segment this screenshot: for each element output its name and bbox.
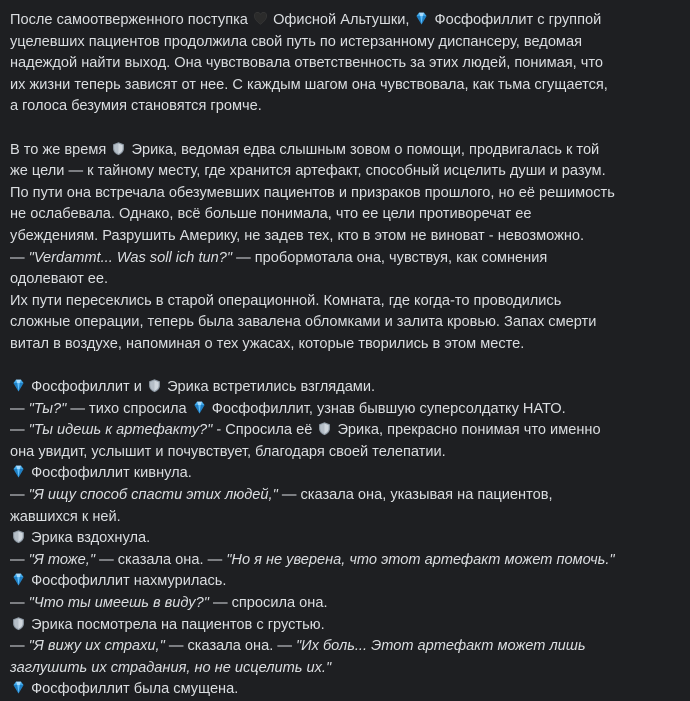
quote-text: "Я тоже," (28, 551, 96, 568)
message-text: — (10, 551, 29, 568)
message-text: - Спросила её (212, 422, 313, 439)
message-text: — (10, 487, 29, 504)
shield-icon (147, 378, 162, 393)
message-text: Эрика встретились взглядами. (167, 379, 376, 396)
paragraph-1 (10, 10, 615, 118)
message-text: Их пути пересеклись в старой операционной. Комната, где когда-то проводились сложные операции, теперь была завалена обломками и залита кровью. Запах смерти витал в воздухе, напоминая о тех ужасах, которые творились в этом месте. (10, 292, 597, 352)
paragraph-spacer (10, 118, 615, 140)
paragraph-spacer (10, 356, 615, 378)
paragraph-2 (10, 140, 615, 356)
message-text: Эрика, ведомая едва слышным зовом о помощи, продвигалась к той же цели — к тайному месту, где хранится артефакт, способный исцелить души и разум. По пути она встречала обезумевших пациентов и призраков прошлого, но её решимость не ослабевала. Однако, всё больше понимала, что ее цели противоречат ее убеждениям. Разрушить Америку, не задев тех, кто в этом не виноват - невозможно. (10, 141, 615, 244)
message-text: Фосфофиллит с группой уцелевших пациентов продолжила свой путь по истерзанному диспансеру, ведомая надеждой найти выход. Она чувствовала ответственность за этих людей, понимая, что их жизни теперь зависят от нее. С каждым шагом она чувствовала, как тьма сгущается, а голоса безумия становятся громче. (10, 12, 608, 115)
message-text: Офисной Альтушки, (273, 12, 410, 28)
shield-icon (111, 141, 126, 156)
message-text: Фосфофиллит была смущена. (31, 681, 239, 698)
quote-text: "Ты идешь к артефакту?" (28, 422, 213, 439)
message-text: После самоотверженного поступка (10, 12, 248, 28)
shield-icon (11, 616, 26, 631)
message-text: — сказала она. — (164, 638, 296, 655)
gem-icon (11, 680, 26, 695)
gem-icon (11, 572, 26, 587)
quote-text: "Я вижу их страхи," (28, 638, 165, 655)
quote-text: "Ты?" (28, 400, 67, 417)
message-text: — сказала она, указывая на пациентов, жавшихся к ней. (10, 487, 553, 525)
chat-message (10, 10, 615, 701)
message-text: Фосфофиллит нахмурилась. (31, 573, 227, 590)
message-text: Фосфофиллит и (31, 379, 142, 396)
message-text: Фосфофиллит, узнав бывшую суперсолдатку НАТО. (211, 400, 566, 417)
gem-icon (11, 464, 26, 479)
message-text: Эрика посмотрела на пациентов с грустью. (31, 616, 325, 633)
message-text: — пробормотала она, чувствуя, как сомнения одолевают ее. (10, 249, 548, 288)
black-heart-icon (253, 11, 268, 26)
shield-icon (317, 421, 332, 436)
message-text: — тихо спросила (66, 400, 187, 417)
quote-text: "Verdammt... Was soll ich tun?" (28, 249, 233, 266)
message-text: Эрика, прекрасно понимая что именно она увидит, услышит и почувствует, благодаря своей телепатии. (10, 422, 601, 460)
message-text: — (10, 638, 29, 655)
message-text: — (10, 400, 29, 417)
quote-text: "Но я не уверена, что этот артефакт может помочь." (226, 551, 615, 568)
paragraph-3 (10, 377, 615, 701)
message-text: — (10, 595, 29, 612)
message-text: — сказала она. — (95, 551, 227, 568)
shield-icon (11, 529, 26, 544)
message-text: — спросила она. (208, 595, 328, 612)
quote-text: "Что ты имеешь в виду?" (28, 595, 209, 612)
message-text: — (10, 249, 29, 266)
message-text: Фосфофиллит кивнула. (31, 465, 192, 482)
quote-text: "Их боль... Этот артефакт может лишь заглушить их страдания, но не исцелить их." (10, 638, 586, 676)
message-text: — (10, 422, 29, 439)
gem-icon (414, 11, 429, 26)
message-text: В то же время (10, 141, 107, 158)
quote-text: "Я ищу способ спасти этих людей," (28, 487, 278, 504)
message-text: Эрика вздохнула. (31, 530, 151, 547)
gem-icon (192, 400, 207, 415)
gem-icon (11, 378, 26, 393)
